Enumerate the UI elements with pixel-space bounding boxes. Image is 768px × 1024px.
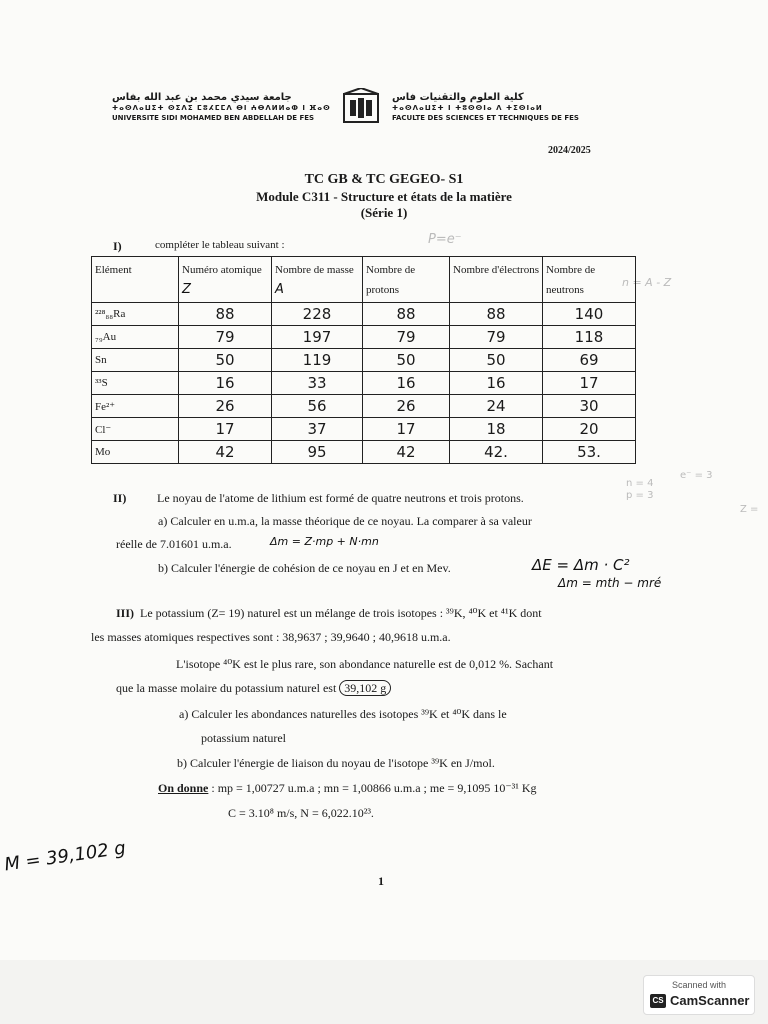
given-constants: : mp = 1,00727 u.m.a ; mn = 1,00866 u.m.a ; me = 9,1095 10⁻³¹ Kg: [211, 781, 537, 795]
table-row: [92, 395, 636, 418]
section2-question-b: b) Calculer l'énergie de cohésion de ce noyau en J et en Mev.: [158, 561, 451, 575]
handwritten-note-neutrons: n = A - Z: [622, 276, 672, 289]
header-mass-number-label: Nombre de masse: [275, 264, 354, 276]
table-cell-n: 20: [543, 418, 636, 441]
header-protons: Nombre de protons: [363, 257, 450, 303]
section3-line4-text: que la masse molaire du potassium naturel est: [116, 681, 337, 695]
handwritten-mass-formula: Δm = Z·mp + N·mn: [270, 535, 379, 548]
table-cell-p: 16: [363, 372, 450, 395]
side-note-n: n = 4: [626, 478, 654, 489]
table-cell-e: 50: [450, 349, 543, 372]
university-logo-icon: [340, 88, 382, 128]
header-atomic-number-label: Numéro atomique: [182, 264, 262, 276]
table-cell-z: 50: [179, 349, 272, 372]
table-row: [92, 303, 636, 326]
molar-mass-value-circled: 39,102 g: [339, 680, 391, 696]
given-data-line1: [158, 781, 537, 796]
table-cell-p: 17: [363, 418, 450, 441]
section3-line2: les masses atomiques respectives sont : 38,9637 ; 39,9640 ; 40,9618 u.m.a.: [91, 630, 451, 644]
table-cell-e: 24: [450, 395, 543, 418]
table-cell-z: 79: [179, 326, 272, 349]
section3-question-a-line2: potassium naturel: [201, 731, 286, 745]
table-header-row: [92, 257, 636, 303]
table-cell-p: 42: [363, 441, 450, 464]
table-cell-el: Cl⁻: [92, 418, 179, 441]
table-cell-n: 69: [543, 349, 636, 372]
table-cell-a: 37: [272, 418, 363, 441]
section3-line3: L'isotope ⁴⁰K est le plus rare, son abondance naturelle est de 0,012 %. Sachant: [176, 657, 554, 671]
table-cell-p: 88: [363, 303, 450, 326]
table-cell-z: 42: [179, 441, 272, 464]
table-cell-n: 30: [543, 395, 636, 418]
table-cell-a: 33: [272, 372, 363, 395]
camscanner-icon: CS: [650, 994, 666, 1008]
watermark-brand: CamScanner: [670, 993, 750, 1008]
table-cell-n: 118: [543, 326, 636, 349]
table-row: [92, 349, 636, 372]
table-cell-a: 56: [272, 395, 363, 418]
table-cell-p: 50: [363, 349, 450, 372]
section2-question-a-line2: réelle de 7.01601 u.m.a.: [116, 537, 232, 551]
watermark-caption: Scanned with: [671, 980, 727, 990]
table-cell-n: 53.: [543, 441, 636, 464]
header-element: Elément: [92, 257, 179, 303]
table-cell-e: 42.: [450, 441, 543, 464]
table-cell-a: 95: [272, 441, 363, 464]
header-electrons: Nombre d'électrons: [450, 257, 543, 303]
university-name-french: UNIVERSITE SIDI MOHAMED BEN ABDELLAH DE FES: [112, 114, 315, 122]
table-cell-e: 79: [450, 326, 543, 349]
table-cell-n: 140: [543, 303, 636, 326]
given-label: On donne: [158, 781, 209, 795]
table-cell-z: 26: [179, 395, 272, 418]
table-cell-z: 17: [179, 418, 272, 441]
table-cell-el: ²²⁸₈₈Ra: [92, 303, 179, 326]
handwritten-margin-molar-mass: M = 39,102 g: [3, 837, 128, 876]
table-cell-p: 79: [363, 326, 450, 349]
section2-question-a-line1: a) Calculer en u.m.a, la masse théorique de ce noyau. La comparer à sa valeur: [158, 514, 532, 528]
header-neutrons: Nombre de neutrons: [543, 257, 636, 303]
section3-question-b: b) Calculer l'énergie de liaison du noyau de l'isotope ³⁹K en J/mol.: [177, 756, 495, 770]
table-cell-p: 26: [363, 395, 450, 418]
handwritten-note-p-e: P=e⁻: [428, 232, 462, 247]
table-cell-el: ³³S: [92, 372, 179, 395]
table-cell-z: 16: [179, 372, 272, 395]
table-cell-a: 119: [272, 349, 363, 372]
module-title: Module C311 - Structure et états de la matière: [256, 189, 512, 204]
header-mass-number: [272, 257, 363, 303]
header-z-handwritten: Z: [182, 282, 191, 297]
section3-question-a-line1: a) Calculer les abondances naturelles des isotopes ³⁹K et ⁴⁰K dans le: [179, 707, 507, 721]
element-table: [91, 256, 636, 464]
table-row: [92, 441, 636, 464]
page-number: 1: [378, 874, 384, 888]
university-name-amazigh: ⵜⴰⵙⴷⴰⵡⵉⵜ ⵙⵉⴷⵉ ⵎⵓⵃⵎⵎⴷ ⴱⵏ ⵄⴱⴷⵍⵍⴰⵀ ⵏ ⴼⴰⵙ: [112, 104, 331, 112]
table-cell-n: 17: [543, 372, 636, 395]
table-row: [92, 326, 636, 349]
table-cell-a: 228: [272, 303, 363, 326]
side-note-z: Z =: [740, 504, 759, 515]
table-cell-el: ₇₉Au: [92, 326, 179, 349]
table-row: [92, 372, 636, 395]
section1-instruction: compléter le tableau suivant :: [155, 239, 285, 251]
section1-number: I): [113, 239, 122, 253]
table-cell-e: 16: [450, 372, 543, 395]
faculty-name-arabic: كلية العلوم والتقنيات فاس: [392, 92, 524, 103]
side-note-p: p = 3: [626, 490, 654, 501]
section3-number: III): [116, 606, 135, 620]
faculty-name-amazigh: ⵜⴰⵙⴷⴰⵡⵉⵜ ⵏ ⵜⵓⵙⵙⵏⴰ ⴷ ⵜⵉⵙⵏⴰⵍ: [392, 104, 543, 112]
section3-line1: Le potassium (Z= 19) naturel est un mélange de trois isotopes : ³⁹K, ⁴⁰K et ⁴¹K dont: [140, 606, 542, 620]
given-data-line2: C = 3.10⁸ m/s, N = 6,022.10²³.: [228, 806, 374, 820]
side-note-e: e⁻ = 3: [680, 470, 713, 481]
table-cell-z: 88: [179, 303, 272, 326]
table-cell-e: 88: [450, 303, 543, 326]
header-a-handwritten: A: [275, 282, 284, 297]
faculty-name-french: FACULTE DES SCIENCES ET TECHNIQUES DE FES: [392, 114, 579, 122]
table-row: [92, 418, 636, 441]
university-name-arabic: جامعة سيدي محمد بن عبد الله بفاس: [112, 92, 292, 103]
table-cell-el: Fe²⁺: [92, 395, 179, 418]
course-title: TC GB & TC GEGEO- S1: [304, 172, 464, 187]
handwritten-mass-defect-formula: Δm = mth − mré: [558, 576, 662, 590]
section2-intro: Le noyau de l'atome de lithium est formé de quatre neutrons et trois protons.: [157, 491, 524, 505]
camscanner-watermark: [643, 975, 755, 1015]
table-cell-el: Mo: [92, 441, 179, 464]
table-cell-e: 18: [450, 418, 543, 441]
header-atomic-number: [179, 257, 272, 303]
academic-year: 2024/2025: [548, 145, 591, 156]
section2-number: II): [113, 491, 127, 505]
handwritten-energy-formula: ΔE = Δm · C²: [532, 556, 630, 574]
table-cell-el: Sn: [92, 349, 179, 372]
series-title: (Série 1): [360, 205, 408, 220]
section3-line4: [116, 681, 391, 696]
table-cell-a: 197: [272, 326, 363, 349]
